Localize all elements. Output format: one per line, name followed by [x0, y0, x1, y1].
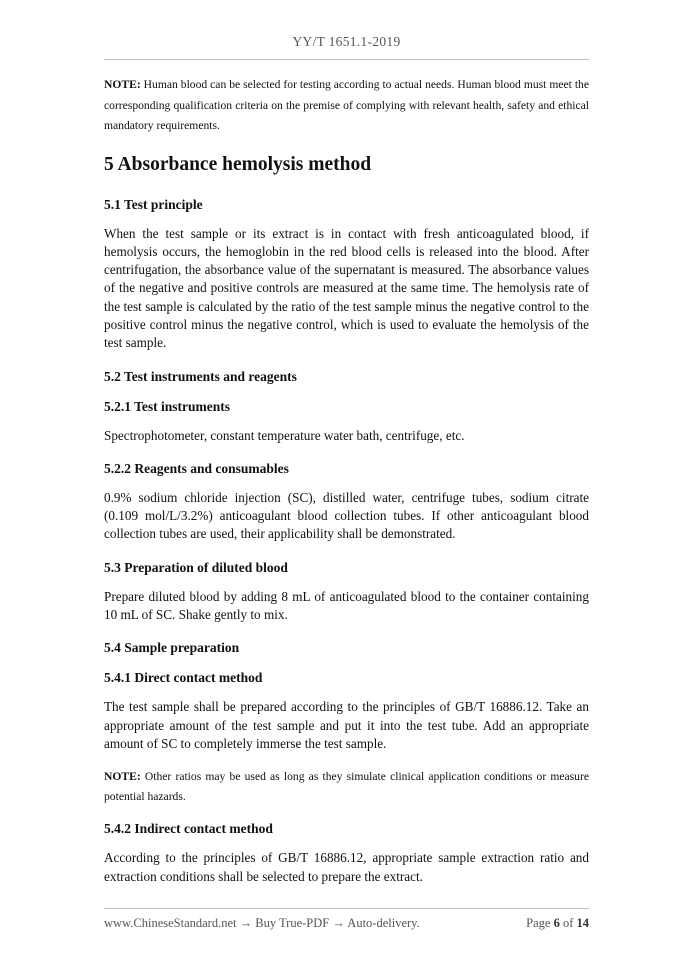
section-5-4-1-body: The test sample shall be prepared according to the principles of GB/T 16886.12. Take an appropriate amount of the test sample and put it into the test tube. Add an appropriate amount of SC to completely immerse the test sample. — [104, 699, 589, 751]
note-blood-selection — [104, 75, 589, 137]
document-header: YY/T 1651.1-2019 — [292, 34, 401, 49]
page-number: 6 — [553, 916, 560, 930]
section-5-4-heading: 5.4 Sample preparation — [104, 640, 240, 656]
section-5-2-heading: 5.2 Test instruments and reagents — [104, 368, 297, 384]
footer-site-link[interactable]: www.ChineseStandard.net → Buy True-PDF → Auto-delivery. — [104, 916, 420, 930]
section-5-3-heading: 5.3 Preparation of diluted blood — [104, 559, 288, 575]
page-indicator — [526, 916, 589, 931]
section-5-4-2-body: According to the principles of GB/T 16886.12, appropriate sample extraction ratio and extraction conditions shall be selected to prepare the extract. — [104, 850, 589, 884]
section-5-1-heading: 5.1 Test principle — [104, 196, 203, 212]
page-of: of — [559, 916, 577, 930]
section-5-1-body: When the test sample or its extract is in contact with fresh anticoagulated blood, if hemolysis occurs, the hemoglobin in the red blood cells is released into the blood. After centrifugation, the absorbance value of the supernatant is measured. The absorbance values of the negative and positive controls are measured at the same time. The hemolysis rate of the test sample is calculated by the ratio of the test sample minus the negative control to the positive control minus the negative control, which is used to evaluate the hemolysis of the test sample. — [104, 225, 589, 351]
header-divider — [104, 59, 589, 60]
section-5-4-1-heading: 5.4.1 Direct contact method — [104, 670, 263, 686]
page-total: 14 — [576, 916, 589, 930]
section-5-2-2-body: 0.9% sodium chloride injection (SC), distilled water, centrifuge tubes, sodium citrate (0.109 mol/L/3.2%) anticoagulant blood collection tubes. If other anticoagulant blood collection tubes are used, their applicability shall be demonstrated. — [104, 489, 589, 542]
section-5-2-1-heading: 5.2.1 Test instruments — [104, 398, 231, 414]
note-label: NOTE: — [104, 78, 141, 91]
note-text: Human blood can be selected for testing according to actual needs. Human blood must meet the corresponding qualification criteria on the premise of complying with relevant health, safety and ethical mandatory requirements. — [104, 78, 589, 132]
page-prefix: Page — [526, 916, 554, 930]
note-label: NOTE: — [104, 770, 141, 784]
document-body — [104, 75, 589, 900]
section-5-2-1-body: Spectrophotometer, constant temperature water bath, centrifuge, etc. — [104, 427, 465, 443]
section-5-4-2-heading: 5.4.2 Indirect contact method — [104, 821, 273, 837]
note-text: Other ratios may be used as long as they simulate clinical application conditions or measure potential hazards. — [104, 770, 589, 804]
section-5-2-2-heading: 5.2.2 Reagents and consumables — [104, 460, 289, 476]
footer-divider — [104, 908, 589, 909]
section-5-heading: 5 Absorbance hemolysis method — [104, 153, 372, 175]
section-5-3-body: Prepare diluted blood by adding 8 mL of anticoagulated blood to the container containing 10 mL of SC. Shake gently to mix. — [104, 588, 589, 623]
note-other-ratios — [104, 767, 589, 807]
